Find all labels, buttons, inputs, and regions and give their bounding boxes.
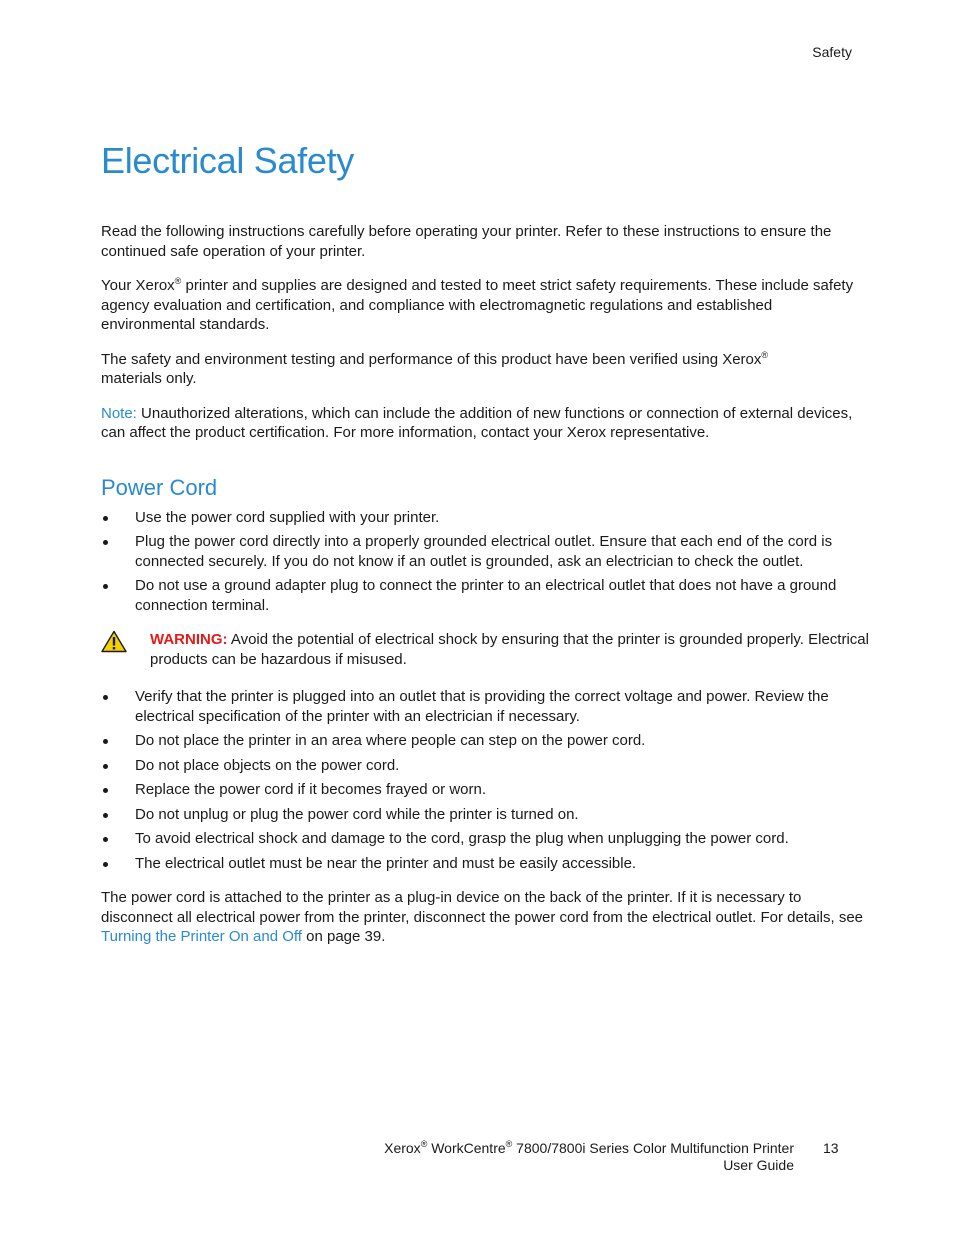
page-title: Electrical Safety (101, 140, 354, 181)
running-header: Safety (812, 44, 852, 60)
list-item: Replace the power cord if it becomes frayed or worn. (101, 780, 855, 800)
intro-paragraph-3: The safety and environment testing and performance of this product have been verified using Xerox® materials only. (101, 349, 769, 387)
list-item: Do not unplug or plug the power cord while the printer is turned on. (101, 805, 855, 825)
warning-label: WARNING: (150, 631, 228, 648)
footer (384, 1140, 794, 1174)
cross-reference-link[interactable]: Turning the Printer On and Off (101, 928, 302, 945)
list-item: Do not place objects on the power cord. (101, 756, 855, 776)
section-title-power-cord: Power Cord (101, 474, 218, 500)
intro-paragraph-1: Read the following instructions carefully before operating your printer. Refer to these instructions to ensure the continued safe operation of your printer. (101, 223, 832, 260)
closing-paragraph: The power cord is attached to the printer as a plug-in device on the back of the printer. If it is necessary to disconnect all electrical power from the printer, disconnect the power cord from the electrical outlet. For details, see Turning the Printer On and Off on page 39. (101, 889, 864, 945)
main-content (101, 222, 867, 962)
power-cord-list-1 (101, 508, 867, 616)
list-item: Do not use a ground adapter plug to connect the printer to an electrical outlet that does not have a ground connection terminal. (101, 576, 855, 615)
warning-triangle-icon (101, 630, 127, 653)
list-item: Verify that the printer is plugged into an outlet that is providing the correct voltage and power. Review the electrical specification of the printer with an electrician if necessary. (101, 687, 855, 726)
list-item: The electrical outlet must be near the printer and must be easily accessible. (101, 854, 855, 874)
warning-callout (101, 630, 872, 669)
note-paragraph (101, 404, 867, 443)
list-item: Do not place the printer in an area where people can step on the power cord. (101, 731, 855, 751)
list-item: To avoid electrical shock and damage to the cord, grasp the plug when unplugging the power cord. (101, 829, 855, 849)
footer-doc-type: User Guide (723, 1157, 794, 1173)
power-cord-list-2 (101, 687, 867, 873)
warning-text: Avoid the potential of electrical shock by ensuring that the printer is grounded properly. Electrical products can be hazardous if misused. (150, 631, 869, 668)
footer-product-line: Xerox® WorkCentre® 7800/7800i Series Color Multifunction Printer (384, 1139, 794, 1156)
list-item: Plug the power cord directly into a properly grounded electrical outlet. Ensure that each end of the cord is connected securely. If you do not know if an outlet is grounded, ask an electrician to check the outlet. (101, 532, 855, 571)
list-item: Use the power cord supplied with your printer. (101, 508, 855, 528)
note-label: Note: (101, 404, 137, 422)
intro-paragraph-2: Your Xerox® printer and supplies are designed and tested to meet strict safety requirements. These include safety agency evaluation and certification, and compliance with electromagnetic regulations and established environmental standards. (101, 276, 854, 333)
page-number: 13 (823, 1140, 839, 1156)
note-text: Unauthorized alterations, which can include the addition of new functions or connection of external devices, can affect the product certification. For more information, contact your Xerox representative. (101, 404, 853, 441)
